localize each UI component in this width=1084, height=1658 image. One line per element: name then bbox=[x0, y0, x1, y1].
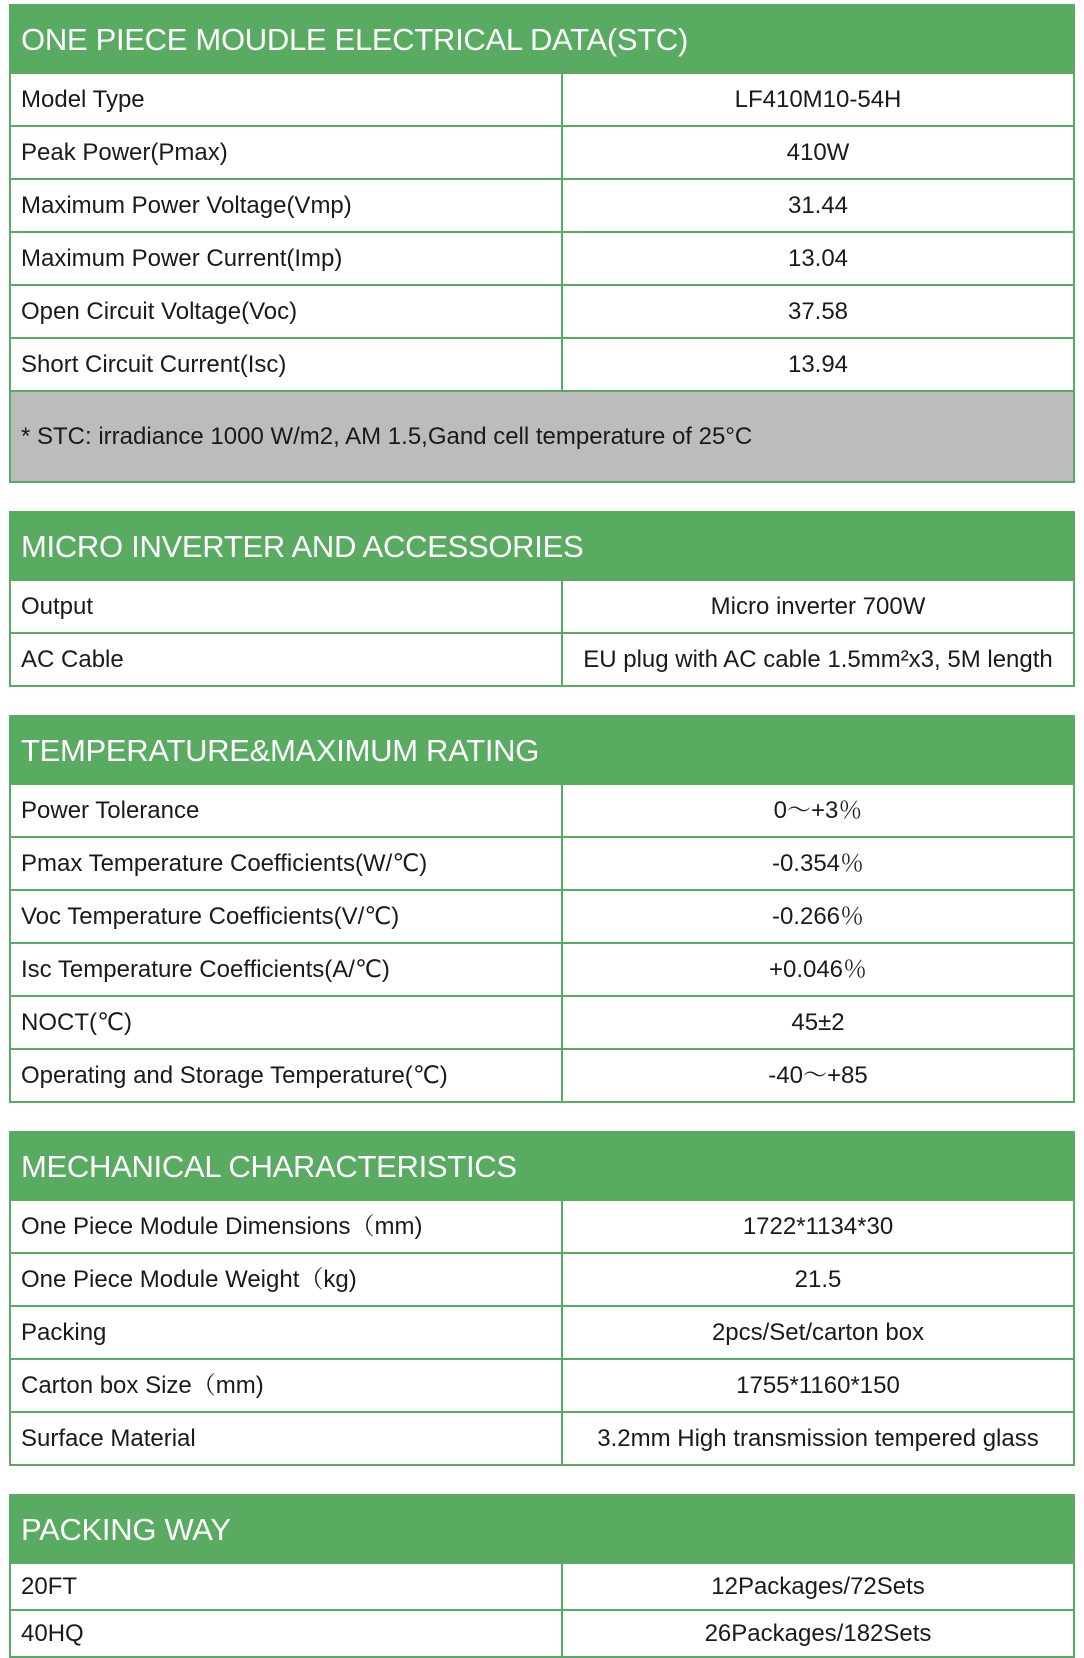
row-value: 410W bbox=[786, 139, 850, 166]
table-row bbox=[11, 1307, 1073, 1360]
micro-inverter-section bbox=[9, 511, 1075, 687]
section-gap bbox=[9, 1103, 1075, 1131]
row-value: -0.266％ bbox=[771, 903, 865, 930]
row-label: 20FT bbox=[11, 1564, 563, 1609]
row-value: +0.046％ bbox=[768, 956, 868, 983]
electrical-data-section bbox=[9, 4, 1075, 483]
table-row bbox=[11, 1611, 1073, 1658]
section-gap bbox=[9, 483, 1075, 511]
row-label: AC Cable bbox=[11, 634, 563, 685]
row-label: Open Circuit Voltage(Voc) bbox=[11, 286, 563, 337]
row-label: Packing bbox=[11, 1307, 563, 1358]
table-row bbox=[11, 891, 1073, 944]
row-label: One Piece Module Dimensions（mm) bbox=[11, 1201, 563, 1252]
table-row bbox=[11, 838, 1073, 891]
table-row bbox=[11, 581, 1073, 634]
row-label: Surface Material bbox=[11, 1413, 563, 1464]
section-title: PACKING WAY bbox=[11, 1496, 1073, 1564]
row-value: 12Packages/72Sets bbox=[711, 1573, 925, 1600]
row-label: Maximum Power Current(Imp) bbox=[11, 233, 563, 284]
section-gap bbox=[9, 687, 1075, 715]
row-value: 3.2mm High transmission tempered glass bbox=[597, 1425, 1039, 1452]
row-value: -0.354％ bbox=[771, 850, 865, 877]
table-row bbox=[11, 1201, 1073, 1254]
table-row bbox=[11, 1254, 1073, 1307]
table-row bbox=[11, 339, 1073, 392]
row-value: EU plug with AC cable 1.5mm²x3, 5M length bbox=[583, 646, 1053, 673]
table-row bbox=[11, 785, 1073, 838]
stc-note: * STC: irradiance 1000 W/m2, AM 1.5,Gand cell temperature of 25°C bbox=[11, 392, 1073, 483]
table-row bbox=[11, 74, 1073, 127]
row-label: Voc Temperature Coefficients(V/℃) bbox=[11, 891, 563, 942]
table-row bbox=[11, 1564, 1073, 1611]
row-value: Micro inverter 700W bbox=[710, 593, 926, 620]
table-row bbox=[11, 127, 1073, 180]
row-value: -40～+85 bbox=[768, 1062, 868, 1089]
table-row bbox=[11, 944, 1073, 997]
row-value: 13.94 bbox=[787, 351, 849, 378]
row-value: 21.5 bbox=[794, 1266, 842, 1293]
table-row bbox=[11, 634, 1073, 687]
section-title: ONE PIECE MOUDLE ELECTRICAL DATA(STC) bbox=[11, 6, 1073, 74]
table-row bbox=[11, 233, 1073, 286]
row-value: 37.58 bbox=[787, 298, 849, 325]
section-title: TEMPERATURE&MAXIMUM RATING bbox=[11, 717, 1073, 785]
table-row bbox=[11, 1360, 1073, 1413]
table-row bbox=[11, 1413, 1073, 1466]
spec-sheet bbox=[9, 4, 1075, 1658]
table-row bbox=[11, 286, 1073, 339]
table-row bbox=[11, 180, 1073, 233]
row-value: 13.04 bbox=[787, 245, 849, 272]
row-value: 1755*1160*150 bbox=[736, 1372, 900, 1399]
row-value: 31.44 bbox=[787, 192, 849, 219]
row-label: Short Circuit Current(Isc) bbox=[11, 339, 563, 390]
table-row bbox=[11, 1050, 1073, 1103]
row-label: Model Type bbox=[11, 74, 563, 125]
section-gap bbox=[9, 1466, 1075, 1494]
temperature-rating-section bbox=[9, 715, 1075, 1103]
section-title: MECHANICAL CHARACTERISTICS bbox=[11, 1133, 1073, 1201]
row-label: Peak Power(Pmax) bbox=[11, 127, 563, 178]
row-label: Output bbox=[11, 581, 563, 632]
row-label: Carton box Size（mm) bbox=[11, 1360, 563, 1411]
mechanical-section bbox=[9, 1131, 1075, 1466]
row-value: LF410M10-54H bbox=[734, 86, 902, 113]
table-row bbox=[11, 997, 1073, 1050]
row-label: Pmax Temperature Coefficients(W/℃) bbox=[11, 838, 563, 889]
row-label: One Piece Module Weight（kg) bbox=[11, 1254, 563, 1305]
row-value: 45±2 bbox=[791, 1009, 845, 1036]
row-value: 2pcs/Set/carton box bbox=[711, 1319, 925, 1346]
row-label: 40HQ bbox=[11, 1611, 563, 1656]
row-value: 0～+3％ bbox=[773, 797, 863, 824]
row-value: 1722*1134*30 bbox=[742, 1213, 894, 1240]
row-label: Power Tolerance bbox=[11, 785, 563, 836]
packing-way-section bbox=[9, 1494, 1075, 1658]
row-label: Maximum Power Voltage(Vmp) bbox=[11, 180, 563, 231]
row-label: Isc Temperature Coefficients(A/℃) bbox=[11, 944, 563, 995]
section-title: MICRO INVERTER AND ACCESSORIES bbox=[11, 513, 1073, 581]
row-value: 26Packages/182Sets bbox=[704, 1620, 932, 1647]
row-label: NOCT(℃) bbox=[11, 997, 563, 1048]
row-label: Operating and Storage Temperature(℃) bbox=[11, 1050, 563, 1101]
